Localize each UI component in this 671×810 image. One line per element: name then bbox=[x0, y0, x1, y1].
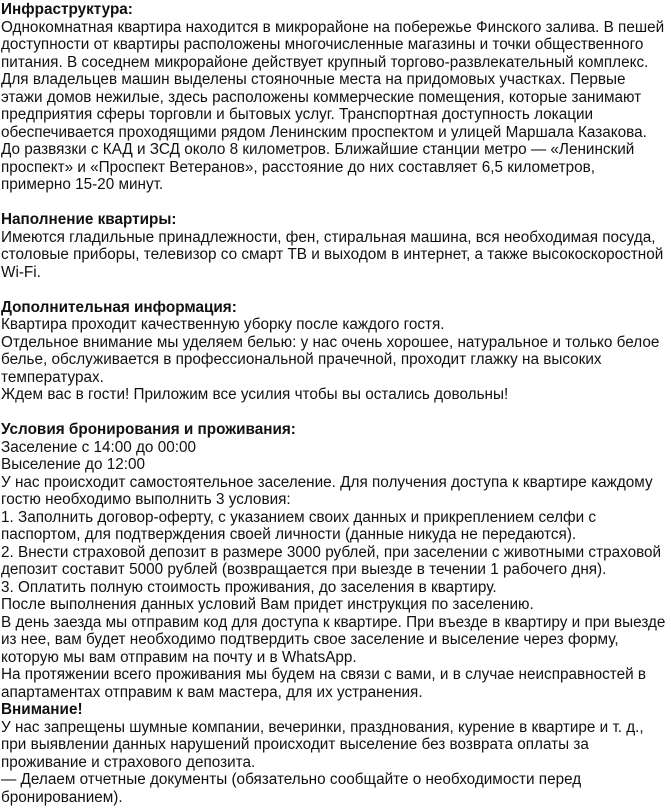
amenities-text: Имеются гладильные принадлежности, фен, стиральная машина, вся необходимая посуда, столовые приборы, телевизор со смарт ТВ и выходом в интернет, а также высокоскоростной Wi-Fi. bbox=[1, 228, 664, 281]
additional-line-welcome: Ждем вас в гости! Приложим все усилия чтобы вы остались довольны! bbox=[1, 386, 509, 403]
attention-heading: Внимание! bbox=[1, 701, 83, 718]
booking-condition-2: 2. Внести страховой депозит в размере 3000 рублей, при заселении с животными страховой депозит составит 5000 рублей (возвращается при выезде в течении 1 рабочего дня). bbox=[1, 543, 662, 578]
additional-line-cleaning: Квартира проходит качественную уборку после каждого гостя. bbox=[1, 316, 445, 333]
infrastructure-text: Однокомнатная квартира находится в микрорайоне на побережье Финского залива. В пешей доступности от квартиры расположены многочисленные магазины и точки общественного питания. В соседнем микрорайоне действует крупный торгово-развлекательный комплекс. Для владельцев машин выделены стояночные места на придомовых участках. Первые этажи домов нежилые, здесь расположены коммерческие помещения, которые занимают предприятия сферы торговли и бытовых услуг. Транспортная доступность локации обеспечивается проходящими рядом Ленинским проспектом и улицей Маршала Казакова. До развязки с КАД и ЗСД около 8 километров. Ближайшие станции метро — «Ленинский проспект» и «Проспект Ветеранов», расстояние до них составляет 6,5 километров, примерно 15-20 минут. bbox=[1, 18, 665, 193]
booking-heading: Условия бронирования и проживания: bbox=[1, 421, 296, 438]
booking-condition-1: 1. Заполнить договор-оферту, с указанием своих данных и прикреплением селфи с паспортом, для подтверждения своей личности (данные никуда не передаются). bbox=[1, 508, 597, 543]
amenities-heading: Наполнение квартиры: bbox=[1, 211, 177, 228]
booking-condition-3: 3. Оплатить полную стоимость проживания, до заселения в квартиру. bbox=[1, 578, 497, 596]
attention-documents: — Делаем отчетные документы (обязательно сообщайте о необходимости перед бронированием). bbox=[1, 771, 582, 806]
booking-support: На протяжении всего проживания мы будем на связи с вами, и в случае неисправностей в апартаментах отправим к вам мастера, для их устранения. bbox=[1, 666, 647, 701]
additional-heading: Дополнительная информация: bbox=[1, 298, 237, 316]
booking-self-checkin: У нас происходит самостоятельное заселение. Для получения доступа к квартире каждому гостю необходимо выполнить 3 условия: bbox=[1, 473, 653, 508]
booking-access-code: В день заезда мы отправим код для доступа к квартире. При въезде в квартиру и при выезде из нее, вам будет необходимо подтвердить свое заселение и выселение через форму, которую мы вам отправим на почту и в WhatsApp. bbox=[1, 613, 666, 666]
section-spacer bbox=[1, 404, 668, 422]
additional-line-linen: Отдельное внимание мы уделяем белью: у нас очень хорошее, натуральное и только белое белье, обслуживается в профессиональной прачечной, проходит глажку на высоких температурах. bbox=[1, 333, 660, 386]
section-spacer bbox=[1, 281, 668, 299]
booking-checkout: Выселение до 12:00 bbox=[1, 456, 145, 473]
section-spacer bbox=[1, 194, 668, 212]
attention-rules: У нас запрещены шумные компании, вечеринки, празднования, курение в квартире и т. д., при выявлении данных нарушений происходит выселение без возврата оплаты за проживание и страхового депозита. bbox=[1, 718, 644, 771]
booking-instructions: После выполнения данных условий Вам придет инструкция по заселению. bbox=[1, 596, 534, 613]
booking-checkin: Заселение с 14:00 до 00:00 bbox=[1, 438, 196, 456]
infrastructure-heading: Инфраструктура: bbox=[1, 1, 133, 18]
